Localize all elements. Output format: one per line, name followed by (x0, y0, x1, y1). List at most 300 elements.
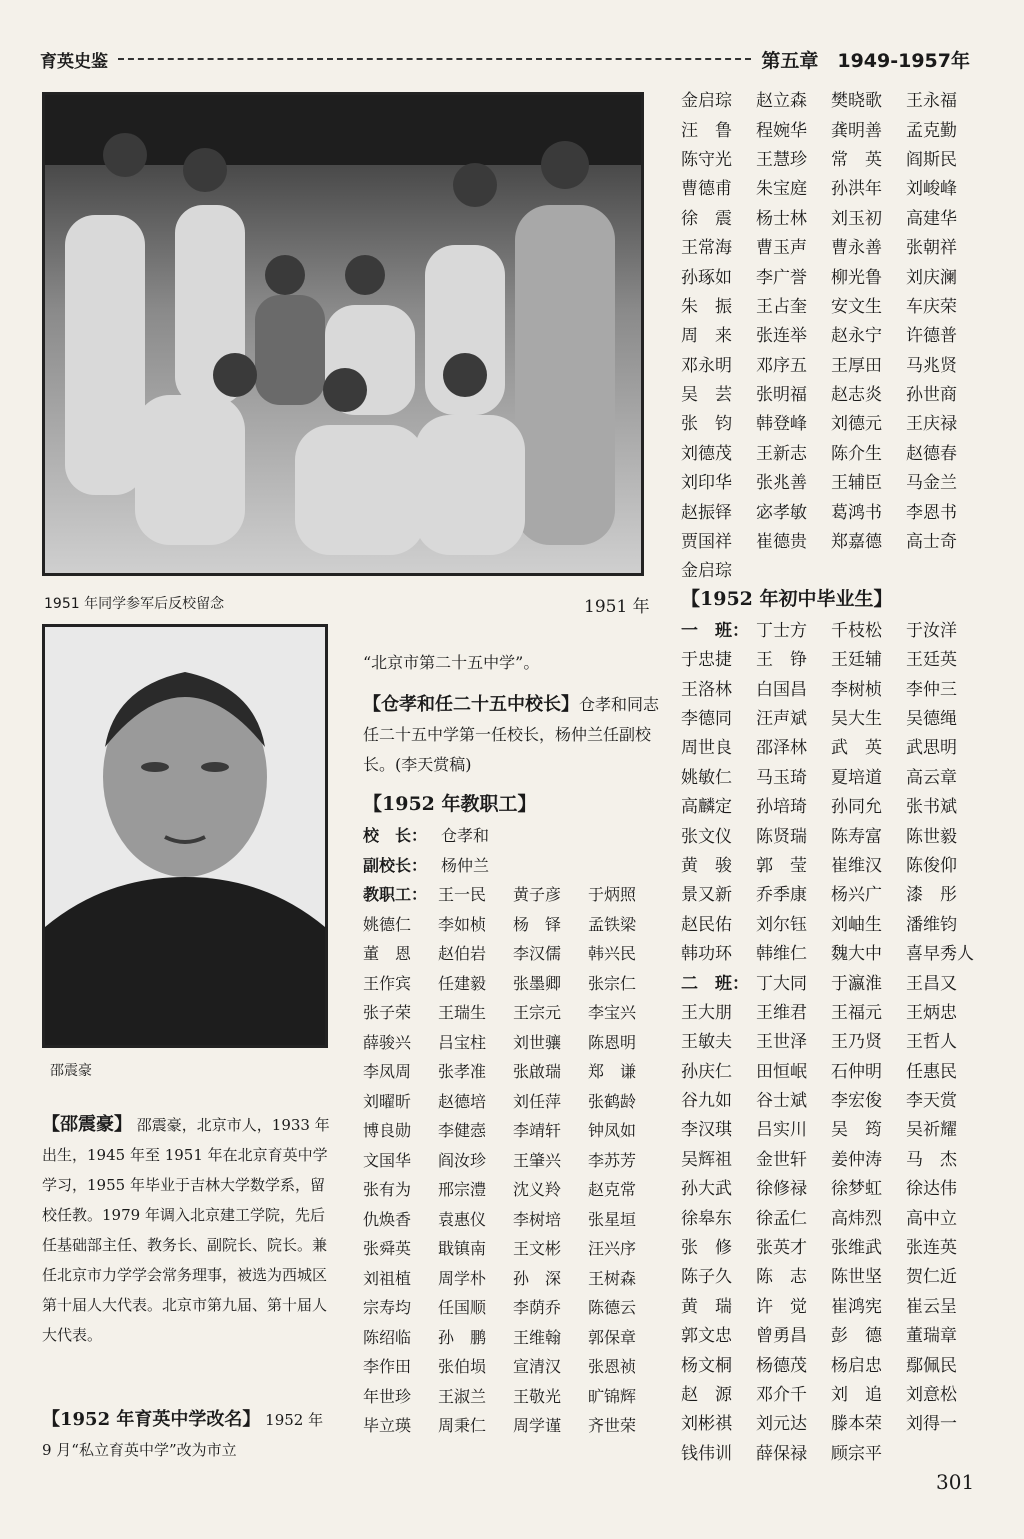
student-name: 孙洪年 (831, 179, 882, 200)
student-name: 崔云呈 (906, 1296, 957, 1317)
graduates-heading: 【1952 年初中毕业生】 (681, 587, 893, 610)
student-name: 朱宝庭 (756, 179, 807, 200)
staff-name: 汪兴序 (588, 1239, 637, 1259)
student-name: 张朝祥 (906, 238, 957, 259)
student-name: 宓孝敏 (756, 502, 807, 523)
student-name: 李天赏 (906, 1091, 957, 1112)
page-number: 301 (936, 1470, 975, 1494)
student-name: 徐 震 (681, 208, 732, 229)
staff-name: 李凤周 (363, 1062, 412, 1082)
name-row (681, 1348, 981, 1377)
student-name: 夏培道 (831, 767, 882, 788)
student-name: 朱 振 (681, 296, 732, 317)
student-name: 邓序五 (756, 355, 807, 376)
staff-name: 李靖轩 (513, 1121, 562, 1141)
student-name: 刘元达 (756, 1414, 807, 1435)
student-name: 孙同允 (831, 797, 882, 818)
student-name: 潘维钧 (906, 914, 957, 935)
name-row (363, 997, 663, 1027)
staff-name: 宣清汉 (513, 1357, 562, 1377)
staff-name: 刘曜昕 (363, 1091, 412, 1111)
principal-name: 仓孝和 (441, 826, 490, 846)
portrait-image (45, 627, 325, 1045)
student-name: 安文生 (831, 296, 882, 317)
staff-name: 韩兴民 (588, 944, 637, 964)
staff-name: 李苏芳 (588, 1150, 637, 1170)
staff-name: 张有为 (363, 1180, 412, 1200)
name-row (681, 143, 981, 172)
student-name: 赵民佑 (681, 914, 732, 935)
student-name: 贾国祥 (681, 532, 732, 553)
staff-name: 任建毅 (438, 973, 487, 993)
name-row (681, 731, 981, 760)
student-name: 薛保禄 (756, 1443, 807, 1464)
student-name: 马金兰 (906, 473, 957, 494)
student-name: 刘岫生 (831, 914, 882, 935)
name-row (363, 1115, 663, 1145)
name-row (363, 968, 663, 998)
student-name: 武思明 (906, 738, 957, 759)
student-name: 丁士方 (756, 620, 807, 641)
student-name: 张文仪 (681, 826, 732, 847)
staff-name: 郭保章 (588, 1327, 637, 1347)
name-row (363, 1263, 663, 1293)
student-name: 白国昌 (756, 679, 807, 700)
staff-name: 赵德培 (438, 1091, 487, 1111)
name-row (681, 1143, 981, 1172)
name-row (681, 290, 981, 319)
name-row (681, 643, 981, 672)
staff-name: 王肇兴 (513, 1150, 562, 1170)
student-name: 曾勇昌 (756, 1326, 807, 1347)
name-row (681, 819, 981, 848)
staff-name: 王一民 (438, 885, 487, 905)
staff-name: 李树培 (513, 1209, 562, 1229)
student-name: 顾宗平 (831, 1443, 882, 1464)
header-book-title: 育英史鉴 (40, 51, 108, 72)
student-name: 王炳忠 (906, 1002, 957, 1023)
student-name: 姚敏仁 (681, 767, 732, 788)
student-name: 曹玉声 (756, 238, 807, 259)
student-name: 徐皋东 (681, 1208, 732, 1229)
name-row (681, 113, 981, 142)
student-name: 姜仲涛 (831, 1149, 882, 1170)
staff-name: 阎汝珍 (438, 1150, 487, 1170)
student-name: 徐达伟 (906, 1179, 957, 1200)
student-name: 陈寿富 (831, 826, 882, 847)
name-row (681, 378, 981, 407)
student-name: 张书斌 (906, 797, 957, 818)
student-name: 韩维仁 (756, 944, 807, 965)
name-row (363, 1027, 663, 1057)
staff-name: 郑 谦 (588, 1062, 637, 1082)
vice-principal-name: 杨仲兰 (441, 855, 490, 875)
bio-heading: 【邵震豪】 (42, 1114, 132, 1135)
student-name: 崔德贵 (756, 532, 807, 553)
student-name: 石仲明 (831, 1061, 882, 1082)
staff-name: 张孝准 (438, 1062, 487, 1082)
staff-name: 宗寿均 (363, 1298, 412, 1318)
name-row (363, 1056, 663, 1086)
name-row (363, 1145, 663, 1175)
name-row (681, 1172, 981, 1201)
student-name: 王维君 (756, 1002, 807, 1023)
bio-text: 邵震豪，北京市人，1933 年出生，1945 年至 1951 年在北京育英中学学习，1955 年毕业于吉林大学数学系，留校任教。1979 年调入北京建工学院，先后任基础部主任、教务长、副院长、院长。兼任北京市力学学会常务理事，被选为西城区第十届人大代表。北京市第九届、第十届人大代表。 (42, 1116, 330, 1344)
staff-name: 王瑞生 (438, 1003, 487, 1023)
staff-name: 吕宝柱 (438, 1032, 487, 1052)
name-row (681, 554, 981, 583)
student-name: 赵 源 (681, 1384, 732, 1405)
student-name: 王敏夫 (681, 1032, 732, 1053)
student-name: 丁大同 (756, 973, 807, 994)
staff-name: 文国华 (363, 1150, 412, 1170)
student-name: 黄 瑞 (681, 1296, 732, 1317)
name-row (681, 407, 981, 436)
staff-name: 李作田 (363, 1357, 412, 1377)
continued-text-name: “北京市第二十五中学”。 (363, 653, 540, 672)
name-row (681, 495, 981, 524)
name-row (681, 1319, 981, 1348)
staff-name: 张舜英 (363, 1239, 412, 1259)
student-name: 贺仁近 (906, 1267, 957, 1288)
staff-name: 陈德云 (588, 1298, 637, 1318)
portrait-photo (42, 624, 328, 1048)
header-dashed-rule (118, 58, 751, 60)
student-name: 王哲人 (906, 1032, 957, 1053)
staff-name: 王维翰 (513, 1327, 562, 1347)
student-name: 高建华 (906, 208, 957, 229)
student-name: 金启琮 (681, 561, 732, 582)
staff-name: 孟铁梁 (588, 914, 637, 934)
student-name: 龚明善 (831, 120, 882, 141)
student-name: 鄢佩民 (906, 1355, 957, 1376)
student-name: 任惠民 (906, 1061, 957, 1082)
staff-heading: 【1952 年教职工】 (363, 793, 537, 815)
staff-name: 刘世骧 (513, 1032, 562, 1052)
name-row (681, 1290, 981, 1319)
student-name: 王大朋 (681, 1002, 732, 1023)
staff-name: 杨 铎 (513, 914, 562, 934)
student-name: 刘印华 (681, 473, 732, 494)
portrait-caption: 邵震豪 (50, 1063, 92, 1079)
student-name: 徐孟仁 (756, 1208, 807, 1229)
student-name: 谷九如 (681, 1091, 732, 1112)
name-row (681, 908, 981, 937)
student-name: 陈守光 (681, 149, 732, 170)
student-name: 刘德茂 (681, 443, 732, 464)
student-name: 于汝洋 (906, 620, 957, 641)
student-name: 张 钧 (681, 414, 732, 435)
name-row (681, 702, 981, 731)
student-name: 陈贤瑞 (756, 826, 807, 847)
student-name: 葛鸿书 (831, 502, 882, 523)
student-name: 张英才 (756, 1238, 807, 1259)
student-name: 高炜烈 (831, 1208, 882, 1229)
student-name: 王庆禄 (906, 414, 957, 435)
student-name: 崔维汉 (831, 855, 882, 876)
staff-name: 刘任萍 (513, 1091, 562, 1111)
student-name: 陈介生 (831, 443, 882, 464)
bio-paragraph (42, 1110, 337, 1350)
student-name: 赵志炎 (831, 385, 882, 406)
rename-heading: 【1952 年育英中学改名】 (42, 1409, 261, 1430)
student-name: 吴 芸 (681, 385, 732, 406)
staff-name: 孙 深 (513, 1268, 562, 1288)
name-row (681, 1378, 981, 1407)
student-name: 乔季康 (756, 885, 807, 906)
student-name: 陈 志 (756, 1267, 807, 1288)
student-name: 樊晓歌 (831, 91, 882, 112)
name-row (681, 672, 981, 701)
student-name: 郭 莹 (756, 855, 807, 876)
staff-name: 李汉儒 (513, 944, 562, 964)
student-name: 车庆荣 (906, 296, 957, 317)
name-row (681, 466, 981, 495)
name-row (681, 260, 981, 289)
staff-name: 王作宾 (363, 973, 412, 993)
staff-name: 张鹤龄 (588, 1091, 637, 1111)
staff-name: 钟凤如 (588, 1121, 637, 1141)
student-name: 杨德茂 (756, 1355, 807, 1376)
running-header (40, 44, 970, 74)
name-row (681, 437, 981, 466)
student-name: 杨士林 (756, 208, 807, 229)
staff-name: 周学朴 (438, 1268, 487, 1288)
student-name: 孙世商 (906, 385, 957, 406)
name-row (681, 84, 981, 113)
vice-principal-label: 副校长： (363, 855, 428, 875)
student-name: 郑嘉德 (831, 532, 882, 553)
continued-text-year: 1951 年 (584, 597, 650, 617)
name-row (681, 849, 981, 878)
student-name: 千枝松 (831, 620, 882, 641)
student-name: 韩登峰 (756, 414, 807, 435)
student-name: 邓介千 (756, 1384, 807, 1405)
student-name: 谷士斌 (756, 1091, 807, 1112)
staff-name: 张墨卿 (513, 973, 562, 993)
student-name: 周 来 (681, 326, 732, 347)
staff-name: 张伯埙 (438, 1357, 487, 1377)
student-name: 王新志 (756, 443, 807, 464)
student-name: 于瀛淮 (831, 973, 882, 994)
student-name: 刘意松 (906, 1384, 957, 1405)
student-name: 刘彬祺 (681, 1414, 732, 1435)
name-row (681, 790, 981, 819)
student-name: 孙庆仁 (681, 1061, 732, 1082)
staff-name: 薛骏兴 (363, 1032, 412, 1052)
student-name: 马 杰 (906, 1149, 957, 1170)
student-name: 刘得一 (906, 1414, 957, 1435)
student-name: 孙大武 (681, 1179, 732, 1200)
student-name: 李广誉 (756, 267, 807, 288)
student-name: 吴大生 (831, 709, 882, 729)
student-name: 马兆贤 (906, 355, 957, 376)
student-name: 陈世毅 (906, 826, 957, 847)
staff-name: 王文彬 (513, 1239, 562, 1259)
principal-text: 仓孝和同志任二十五中学第一任校长，杨仲兰任副校长。(李天赏稿) (363, 695, 660, 774)
student-name: 王 铮 (756, 650, 807, 671)
student-name: 张维武 (831, 1238, 882, 1259)
name-row (363, 1086, 663, 1116)
student-name: 曹永善 (831, 238, 882, 259)
staff-name: 王敬光 (513, 1386, 562, 1406)
staff-name: 刘祖植 (363, 1268, 412, 1288)
student-name: 汪 鲁 (681, 120, 732, 141)
name-row (681, 1407, 981, 1436)
student-name: 张明福 (756, 385, 807, 406)
name-row (363, 909, 663, 939)
student-name: 于忠捷 (681, 650, 732, 671)
student-name: 魏大中 (831, 944, 882, 965)
student-name: 杨启忠 (831, 1355, 882, 1376)
student-name: 刘尔钰 (756, 914, 807, 935)
student-name: 刘庆澜 (906, 267, 957, 288)
staff-name: 李健悫 (438, 1121, 487, 1141)
student-name: 常 英 (831, 149, 882, 170)
student-name: 刘 追 (831, 1384, 882, 1405)
staff-name: 董 恩 (363, 944, 412, 964)
staff-first-row (363, 879, 663, 909)
student-name: 郭文忠 (681, 1326, 732, 1347)
name-row (681, 231, 981, 260)
student-name: 王慧珍 (756, 149, 807, 170)
staff-name: 于炳照 (588, 885, 637, 905)
principal-heading: 【仓孝和任二十五中校长】 (363, 694, 579, 715)
staff-name: 旷锦辉 (588, 1386, 637, 1406)
class2-first-row (681, 966, 981, 995)
student-name: 李宏俊 (831, 1091, 882, 1112)
header-chapter: 第五章 1949-1957年 (761, 49, 970, 72)
staff-name: 赵伯岩 (438, 944, 487, 964)
staff-name: 戢镇南 (438, 1239, 487, 1259)
student-name: 王常海 (681, 238, 732, 259)
group-photo-caption: 1951 年同学参军后反校留念 (44, 596, 225, 612)
student-name: 刘德元 (831, 414, 882, 435)
group-photo-image (45, 95, 641, 573)
student-name: 张连举 (756, 326, 807, 347)
student-name: 李汉琪 (681, 1120, 732, 1141)
student-name: 柳光鲁 (831, 267, 882, 288)
student-name: 王厚田 (831, 355, 882, 376)
name-row (681, 996, 981, 1025)
name-row (363, 938, 663, 968)
student-name: 王昌又 (906, 973, 957, 994)
student-name: 陈俊仰 (906, 855, 957, 876)
student-name: 赵振铎 (681, 502, 732, 523)
student-name: 李树桢 (831, 679, 882, 700)
student-name: 孟克勤 (906, 120, 957, 141)
student-name: 高士奇 (906, 532, 957, 553)
student-name: 刘玉初 (831, 208, 882, 229)
name-row (681, 1260, 981, 1289)
name-row (681, 319, 981, 348)
staff-name: 王淑兰 (438, 1386, 487, 1406)
student-name: 陈子久 (681, 1267, 732, 1288)
student-name: 漆 彤 (906, 885, 957, 906)
name-row (681, 1231, 981, 1260)
staff-name: 李荫乔 (513, 1298, 562, 1318)
right-column (681, 84, 981, 1466)
name-row (681, 1201, 981, 1230)
student-name: 吴德绳 (906, 709, 957, 729)
staff-name: 李如桢 (438, 914, 487, 934)
student-name: 程婉华 (756, 120, 807, 141)
staff-name: 王宗元 (513, 1003, 562, 1023)
student-name: 孙培琦 (756, 797, 807, 818)
name-row (681, 349, 981, 378)
name-row (681, 937, 981, 966)
name-row (363, 1351, 663, 1381)
name-row (363, 1174, 663, 1204)
name-row (681, 1055, 981, 1084)
student-name: 邓永明 (681, 355, 732, 376)
student-name: 韩功环 (681, 944, 732, 965)
name-row (363, 1233, 663, 1263)
principal-row (363, 820, 663, 850)
student-name: 武 英 (831, 738, 882, 759)
student-name: 钱伟训 (681, 1443, 732, 1464)
class1-list (681, 643, 981, 966)
name-row (363, 1322, 663, 1352)
student-name: 王辅臣 (831, 473, 882, 494)
student-name: 李恩书 (906, 502, 957, 523)
class2-list (681, 996, 981, 1466)
principal-label: 校 长： (363, 826, 428, 846)
staff-name: 年世珍 (363, 1386, 412, 1406)
student-name: 喜早秀人 (906, 944, 974, 965)
student-name: 崔鸿宪 (831, 1296, 882, 1317)
student-name: 金世轩 (756, 1149, 807, 1170)
student-name: 孙琢如 (681, 267, 732, 288)
staff-name: 张宗仁 (588, 973, 637, 993)
student-name: 吴祈耀 (906, 1120, 957, 1141)
rename-paragraph (42, 1405, 337, 1465)
staff-name: 张啟瑞 (513, 1062, 562, 1082)
student-name: 张连英 (906, 1238, 957, 1259)
student-name: 彭 德 (831, 1326, 882, 1347)
name-row (363, 1410, 663, 1440)
staff-name: 袁惠仪 (438, 1209, 487, 1229)
student-name: 汪声斌 (756, 709, 807, 729)
name-row (681, 1084, 981, 1113)
name-row (681, 1113, 981, 1142)
student-name: 马玉琦 (756, 767, 807, 788)
student-name: 曹德甫 (681, 179, 732, 200)
staff-name: 姚德仁 (363, 914, 412, 934)
student-name: 许德普 (906, 326, 957, 347)
middle-column (363, 648, 663, 1440)
staff-name: 周学谨 (513, 1416, 562, 1436)
student-name: 王世泽 (756, 1032, 807, 1053)
student-name: 陈世坚 (831, 1267, 882, 1288)
student-name: 田恒岷 (756, 1061, 807, 1082)
staff-name: 王树森 (588, 1268, 637, 1288)
staff-name: 赵克常 (588, 1180, 637, 1200)
student-name: 金启琮 (681, 91, 732, 112)
student-name: 徐梦虹 (831, 1179, 882, 1200)
name-row (681, 878, 981, 907)
student-name: 徐修禄 (756, 1179, 807, 1200)
staff-name: 孙 鹏 (438, 1327, 487, 1347)
name-row (681, 1437, 981, 1466)
student-name: 阎斯民 (906, 149, 957, 170)
staff-name: 沈义羚 (513, 1180, 562, 1200)
student-name: 王占奎 (756, 296, 807, 317)
staff-name: 李宝兴 (588, 1003, 637, 1023)
staff-name: 张星垣 (588, 1209, 637, 1229)
student-name: 王洛林 (681, 679, 732, 700)
staff-name: 齐世荣 (588, 1416, 637, 1436)
